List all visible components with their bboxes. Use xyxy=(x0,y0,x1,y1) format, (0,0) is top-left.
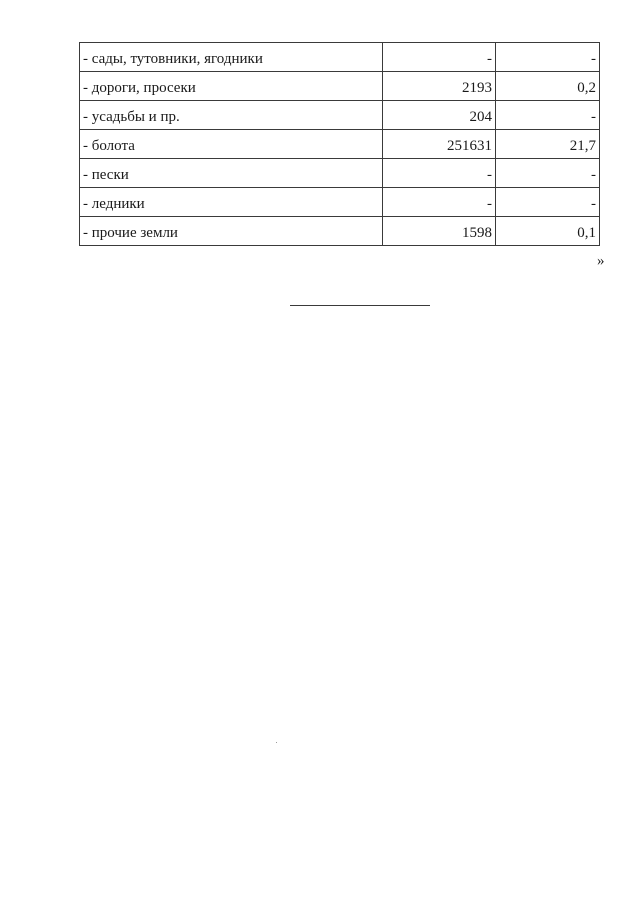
table-row xyxy=(80,217,600,246)
land-category-cell: - болота xyxy=(80,130,383,159)
area-cell: - xyxy=(383,188,496,217)
percent-cell: 0,2 xyxy=(496,72,600,101)
table-row xyxy=(80,43,600,72)
percent-cell: 21,7 xyxy=(496,130,600,159)
table-row xyxy=(80,188,600,217)
area-cell: 1598 xyxy=(383,217,496,246)
land-area-table xyxy=(79,42,600,246)
land-category-cell: - усадьбы и пр. xyxy=(80,101,383,130)
land-category-cell: - прочие земли xyxy=(80,217,383,246)
table-row xyxy=(80,130,600,159)
table-row xyxy=(80,159,600,188)
table-row xyxy=(80,101,600,130)
area-cell: 251631 xyxy=(383,130,496,159)
percent-cell: - xyxy=(496,43,600,72)
percent-cell: - xyxy=(496,159,600,188)
area-cell: - xyxy=(383,159,496,188)
area-cell: 2193 xyxy=(383,72,496,101)
table-row xyxy=(80,72,600,101)
percent-cell: - xyxy=(496,101,600,130)
land-category-cell: - сады, тутовники, ягодники xyxy=(80,43,383,72)
end-separator-line xyxy=(290,305,430,306)
land-category-cell: - дороги, просеки xyxy=(80,72,383,101)
area-cell: 204 xyxy=(383,101,496,130)
land-category-cell: - ледники xyxy=(80,188,383,217)
percent-cell: 0,1 xyxy=(496,217,600,246)
area-cell: - xyxy=(383,43,496,72)
land-category-cell: - пески xyxy=(80,159,383,188)
closing-quote-mark: » xyxy=(597,253,605,269)
scan-speck xyxy=(276,742,277,743)
percent-cell: - xyxy=(496,188,600,217)
